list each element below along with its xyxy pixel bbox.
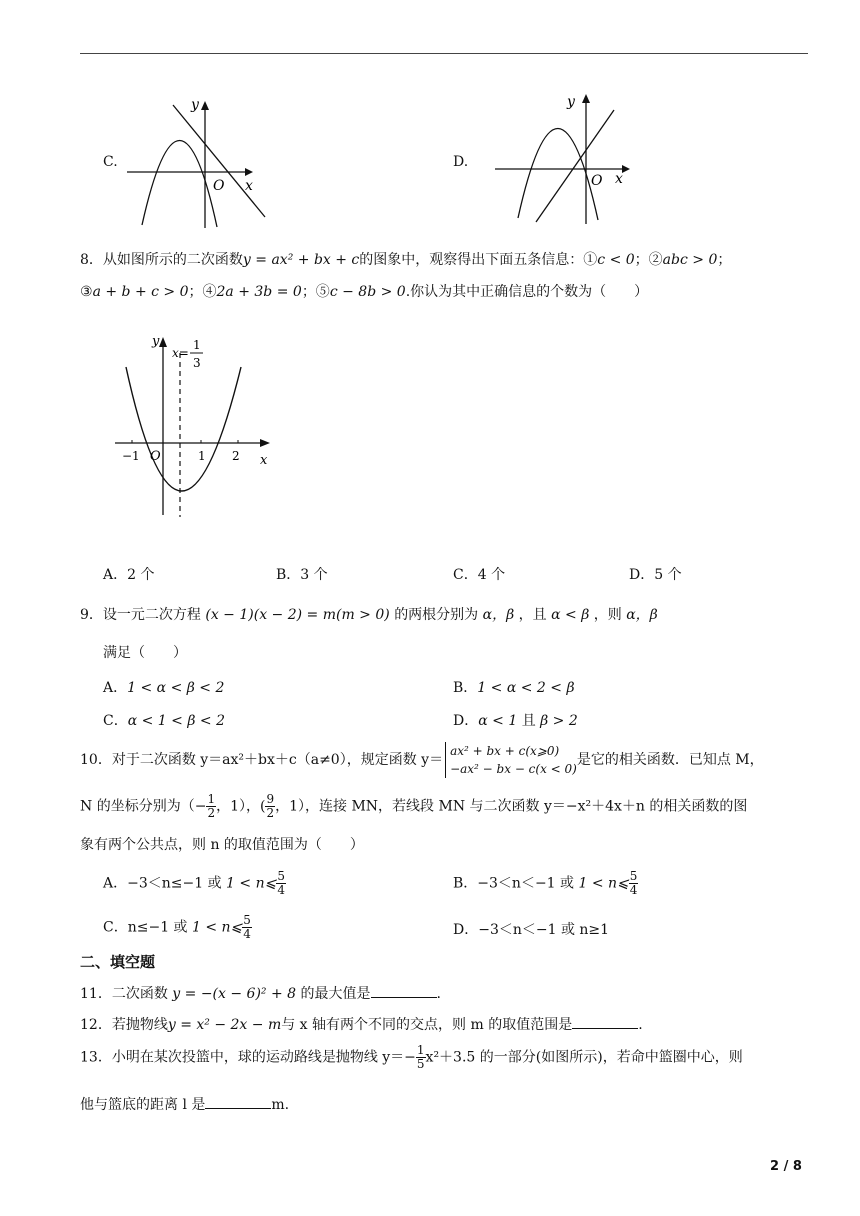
q8-axis-eq-num: 1 [193,338,201,352]
q10-line-3: 象有两个公共点，则 n 的取值范围为（ ） [80,837,364,853]
q8-tick-1: 1 [198,449,206,463]
q7-c-x-label: x [245,178,253,194]
q9-choice-a[interactable]: A．1 < α < β < 2 [103,680,225,696]
q7-option-c-label: C. [103,154,118,170]
q7-d-y-label: y [567,94,575,110]
q13-line-1: 13．小明在某次投篮中，球的运动路线是抛物线 y＝− $\frac{1}{5}$ x²＋3.5 的一部分(如图所示)，若命中篮圈中心，则 [80,1043,743,1071]
q8-axis-eq-x: x= [172,346,189,360]
q7-graph-d [490,88,640,228]
q10-choice-b[interactable]: B．−3＜n＜−1 或 1 < n⩽ $\frac{5}{4}$ [453,869,638,897]
q9-choice-b[interactable]: B．1 < α < 2 < β [453,680,575,696]
q8-line-1: 8．从如图所示的二次函数y = ax² + bx + c的图象中，观察得出下面五条信息：①c < 0；②abc > 0； [80,252,732,268]
q7-d-origin-label: O [591,173,603,189]
q8-axis-eq-den: 3 [193,356,201,370]
page-number: 2 / 8 [770,1159,802,1174]
q13-answer-blank[interactable] [205,1094,271,1109]
q8-choice-b[interactable]: B．3 个 [276,567,328,583]
q10-choice-d[interactable]: D．−3＜n＜−1 或 n≥1 [453,922,610,938]
q10-choice-c[interactable]: C．n≤−1 或 1 < n⩽ $\frac{5}{4}$ [103,913,251,941]
q10-line-2: N 的坐标分别为（− $\frac{1}{2}$ ，1），( $\frac{9}{2}$ ，1），连接 MN，若线段 MN 与二次函数 y＝−x²＋4x＋n 的相关函数的图 [80,792,748,820]
q9-line-1: 9．设一元二次方程 (x − 1)(x − 2) = m(m > 0) 的两根分别为 α，β ，且 α < β ，则 α，β [80,607,658,623]
q9-line-2: 满足（ ） [103,645,187,661]
q8-graph-x-label: x [260,453,268,468]
q7-c-y-label: y [191,97,199,113]
q7-graph-c [125,95,275,230]
q8-choice-d[interactable]: D．5 个 [629,567,682,583]
q7-d-x-label: x [615,171,623,187]
q8-choice-c[interactable]: C．4 个 [453,567,506,583]
q10-piecewise: ax² + bx + c(x⩾0) −ax² − bx − c(x < 0) [445,742,577,778]
q10-choice-a[interactable]: A．−3＜n≤−1 或 1 < n⩽ $\frac{5}{4}$ [103,869,285,897]
q12-answer-blank[interactable] [572,1014,638,1029]
q8-parabola-graph [110,325,280,520]
q10-line-1: 10．对于二次函数 y＝ax²＋bx＋c（a≠0），规定函数 y＝ ax² + bx + c(x⩾0) −ax² − bx − c(x < 0) 是它的相关函数．已知点 M， [80,744,764,776]
q8-tick-neg1: −1 [122,449,140,463]
q7-option-d-label: D. [453,154,469,170]
q9-choice-d[interactable]: D．α < 1 且 β > 2 [453,713,578,729]
q8-choice-a[interactable]: A．2 个 [103,567,155,583]
q11-answer-blank[interactable] [371,983,437,998]
section-2-title: 二、填空题 [80,953,156,971]
q11-line: 11．二次函数 y = −(x − 6)² + 8 的最大值是 . [80,983,441,1003]
q12-line: 12．若抛物线y = x² − 2x − m与 x 轴有两个不同的交点，则 m 的取值范围是 . [80,1014,643,1034]
q9-choice-c[interactable]: C．α < 1 < β < 2 [103,713,225,729]
header-rule [80,53,808,54]
q8-tick-2: 2 [232,449,240,463]
q8-graph-y-label: y [152,334,160,349]
q8-graph-origin-label: O [150,449,161,464]
q7-c-origin-label: O [213,178,225,194]
q13-line-2: 他与篮底的距离 l 是 m. [80,1094,289,1114]
q8-line-2: ③a + b + c > 0；④2a + 3b = 0；⑤c − 8b > 0.你认为其中正确信息的个数为（ ） [80,284,649,300]
